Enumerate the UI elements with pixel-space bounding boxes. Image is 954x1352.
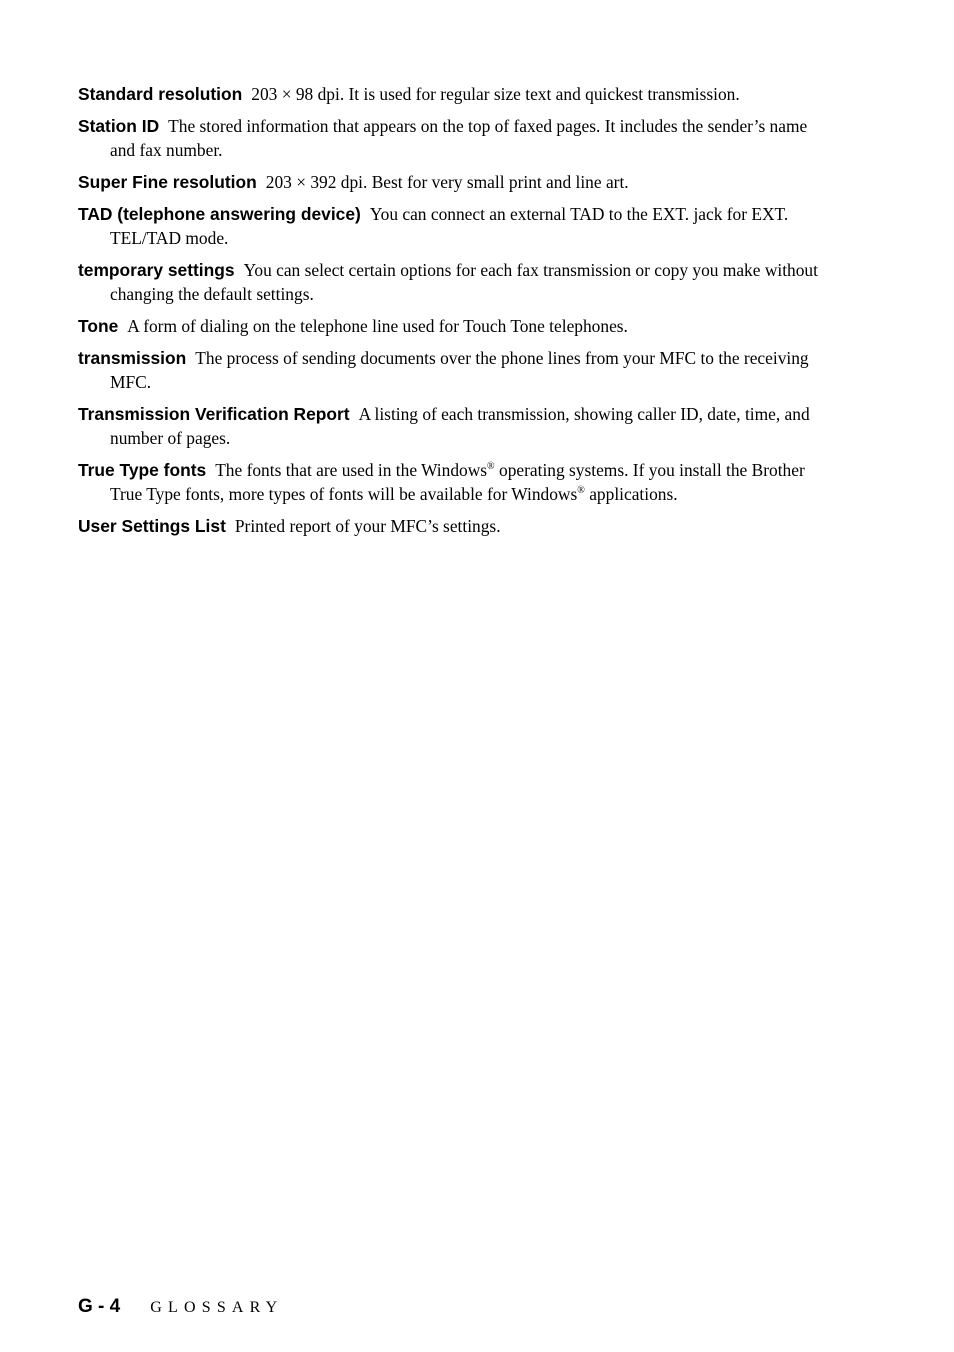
glossary-term: transmission: [78, 348, 187, 368]
glossary-definition: 203 × 98 dpi. It is used for regular size text and quickest transmission.: [251, 84, 740, 104]
glossary-term: Super Fine resolution: [78, 172, 257, 192]
glossary-definition: 203 × 392 dpi. Best for very small print and line art.: [265, 172, 629, 192]
glossary-definition: A form of dialing on the telephone line used for Touch Tone telephones.: [127, 316, 628, 336]
glossary-term: temporary settings: [78, 260, 235, 280]
glossary-definition: A listing of each transmission, showing caller ID, date, time, and number of pages.: [110, 404, 810, 448]
glossary-term: User Settings List: [78, 516, 226, 536]
glossary-term: Standard resolution: [78, 84, 243, 104]
glossary-term: Station ID: [78, 116, 160, 136]
glossary-definition: You can select certain options for each fax transmission or copy you make without changing the default settings.: [110, 260, 818, 304]
registered-mark: ®: [487, 461, 495, 473]
page-footer: [78, 1296, 283, 1318]
glossary-term: TAD (telephone answering device): [78, 204, 361, 224]
glossary-definition: Printed report of your MFC’s settings.: [234, 516, 501, 536]
glossary-definition: The stored information that appears on the top of faxed pages. It includes the sender’s name and fax number.: [110, 116, 808, 160]
glossary-definition: You can connect an external TAD to the EXT. jack for EXT. TEL/TAD mode.: [110, 204, 789, 248]
glossary-entry-standard-resolution: [78, 82, 828, 106]
glossary-entry-station-id: [78, 114, 828, 162]
glossary-definition-part: operating systems. If you install the Brother True Type fonts, more types of fonts will be available for Windows: [110, 460, 805, 504]
glossary-entry-super-fine-resolution: [78, 170, 828, 194]
registered-mark: ®: [577, 485, 585, 497]
glossary-entry-transmission: [78, 346, 828, 394]
glossary-definition: The process of sending documents over the phone lines from your MFC to the receiving MFC.: [110, 348, 809, 392]
glossary-entry-tone: [78, 314, 828, 338]
page-number: G - 4: [78, 1296, 121, 1317]
glossary-entry-transmission-verification-report: [78, 402, 828, 450]
glossary-term: Transmission Verification Report: [78, 404, 350, 424]
glossary-term: Tone: [78, 316, 119, 336]
glossary-definition-part: applications.: [584, 484, 678, 504]
section-label: GLOSSARY: [150, 1299, 284, 1316]
glossary-entry-tad: [78, 202, 828, 250]
glossary-entry-user-settings-list: [78, 514, 828, 538]
glossary-list: [78, 82, 828, 546]
glossary-entry-true-type-fonts: [78, 458, 828, 506]
glossary-term: True Type fonts: [78, 460, 207, 480]
glossary-definition-part: The fonts that are used in the Windows: [215, 460, 488, 480]
glossary-entry-temporary-settings: [78, 258, 828, 306]
